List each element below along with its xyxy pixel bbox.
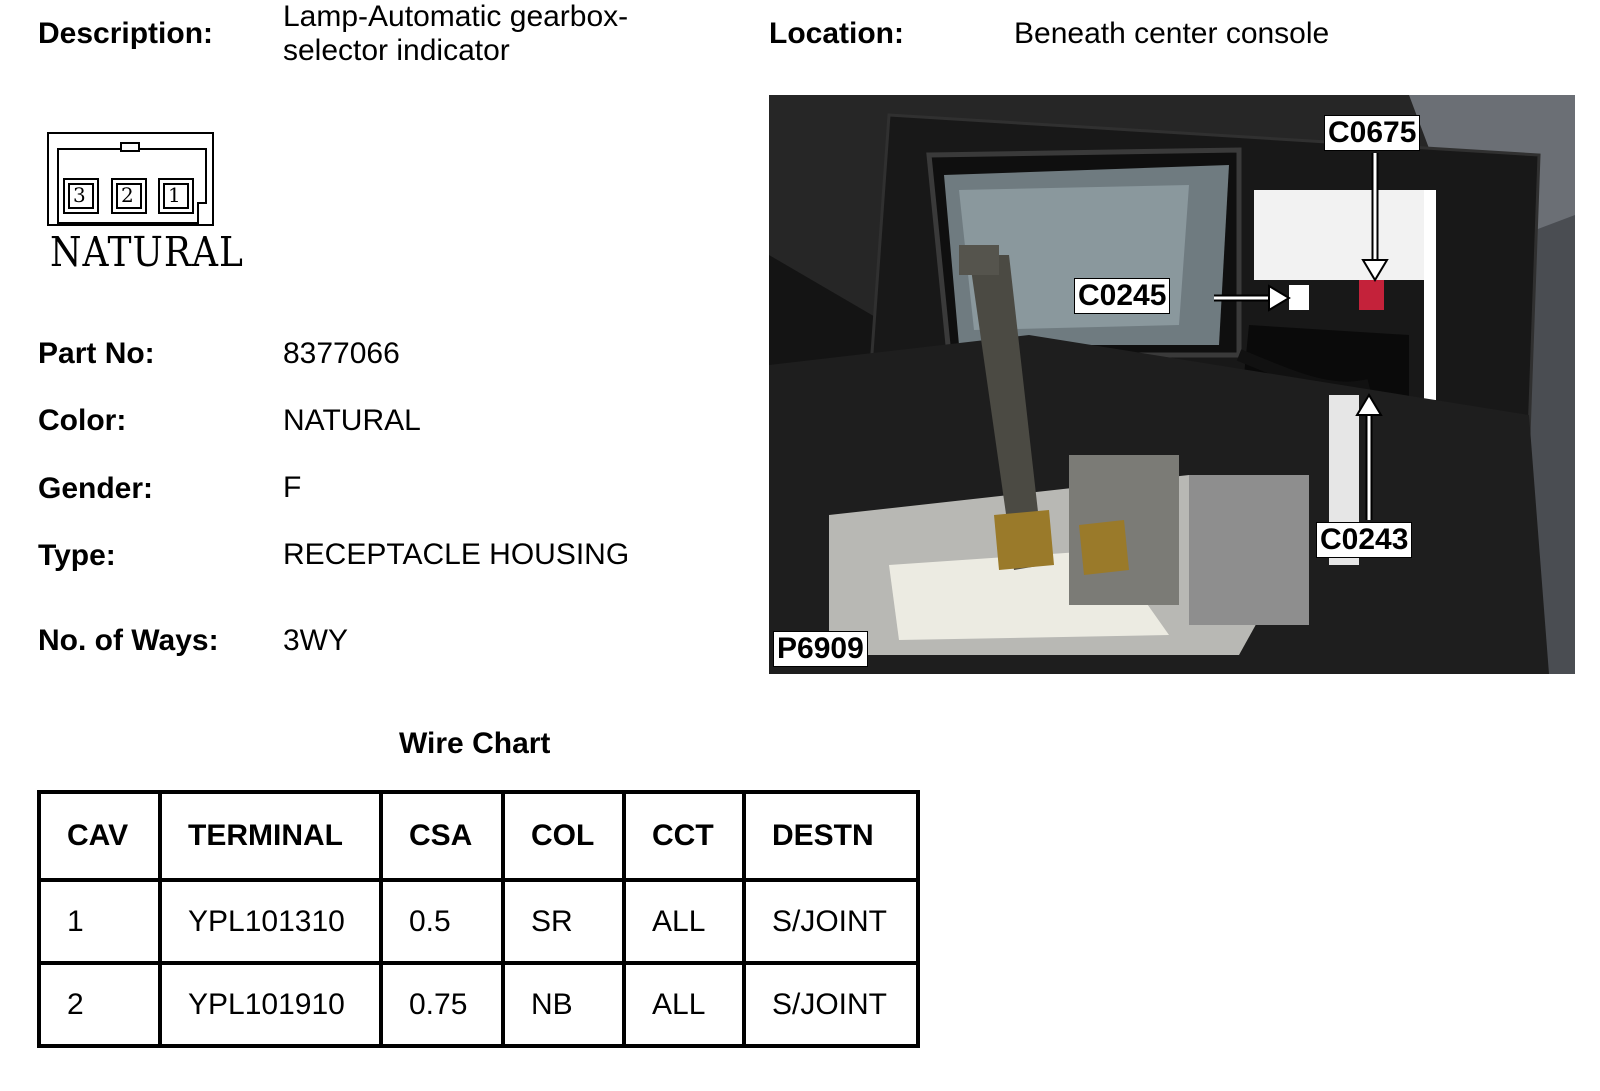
connector-outline-icon bbox=[46, 131, 216, 231]
column-header-cct: CCT bbox=[624, 792, 744, 880]
location-label: Location: bbox=[769, 17, 904, 50]
connector-caption: NATURAL bbox=[50, 229, 244, 277]
photo-reference-label: P6909 bbox=[773, 631, 868, 667]
cell-cav: 1 bbox=[39, 880, 160, 963]
callout-c0245: C0245 bbox=[1074, 278, 1170, 314]
wire-chart-title: Wire Chart bbox=[399, 727, 551, 760]
column-header-cav: CAV bbox=[39, 792, 160, 880]
gender-label: Gender: bbox=[38, 472, 154, 505]
part-no-value: 8377066 bbox=[283, 337, 400, 370]
location-photo bbox=[769, 95, 1575, 674]
gender-value: F bbox=[283, 471, 302, 504]
cell-cav: 2 bbox=[39, 963, 160, 1046]
wire-chart-table bbox=[37, 790, 920, 1048]
cell-col: SR bbox=[503, 880, 624, 963]
cell-csa: 0.5 bbox=[381, 880, 503, 963]
column-header-terminal: TERMINAL bbox=[160, 792, 381, 880]
cell-col: NB bbox=[503, 963, 624, 1046]
type-value: RECEPTACLE HOUSING bbox=[283, 538, 630, 571]
type-label: Type: bbox=[38, 539, 116, 572]
cavity-1-number: 1 bbox=[168, 183, 181, 207]
column-header-csa: CSA bbox=[381, 792, 503, 880]
cell-csa: 0.75 bbox=[381, 963, 503, 1046]
cell-terminal: YPL101910 bbox=[160, 963, 381, 1046]
table-header-row bbox=[39, 792, 918, 880]
column-header-col: COL bbox=[503, 792, 624, 880]
column-header-destn: DESTN bbox=[744, 792, 918, 880]
callout-c0675: C0675 bbox=[1324, 115, 1420, 151]
cell-terminal: YPL101310 bbox=[160, 880, 381, 963]
cavity-2-number: 2 bbox=[121, 183, 134, 207]
cell-destn: S/JOINT bbox=[744, 963, 918, 1046]
description-label: Description: bbox=[38, 17, 214, 50]
part-no-label: Part No: bbox=[38, 337, 155, 370]
table-row bbox=[39, 880, 918, 963]
cell-cct: ALL bbox=[624, 880, 744, 963]
color-label: Color: bbox=[38, 404, 127, 437]
callout-c0243: C0243 bbox=[1316, 522, 1412, 558]
cell-destn: S/JOINT bbox=[744, 880, 918, 963]
connector-face-diagram bbox=[46, 131, 216, 231]
location-value: Beneath center console bbox=[1014, 17, 1330, 50]
description-value: Lamp-Automatic gearbox-selector indicator bbox=[283, 0, 629, 67]
ways-value: 3WY bbox=[283, 624, 349, 657]
cavity-3-number: 3 bbox=[73, 183, 86, 207]
callout-arrows-icon bbox=[769, 95, 1575, 674]
ways-label: No. of Ways: bbox=[38, 624, 219, 657]
color-value: NATURAL bbox=[283, 404, 421, 437]
table-row bbox=[39, 963, 918, 1046]
cell-cct: ALL bbox=[624, 963, 744, 1046]
